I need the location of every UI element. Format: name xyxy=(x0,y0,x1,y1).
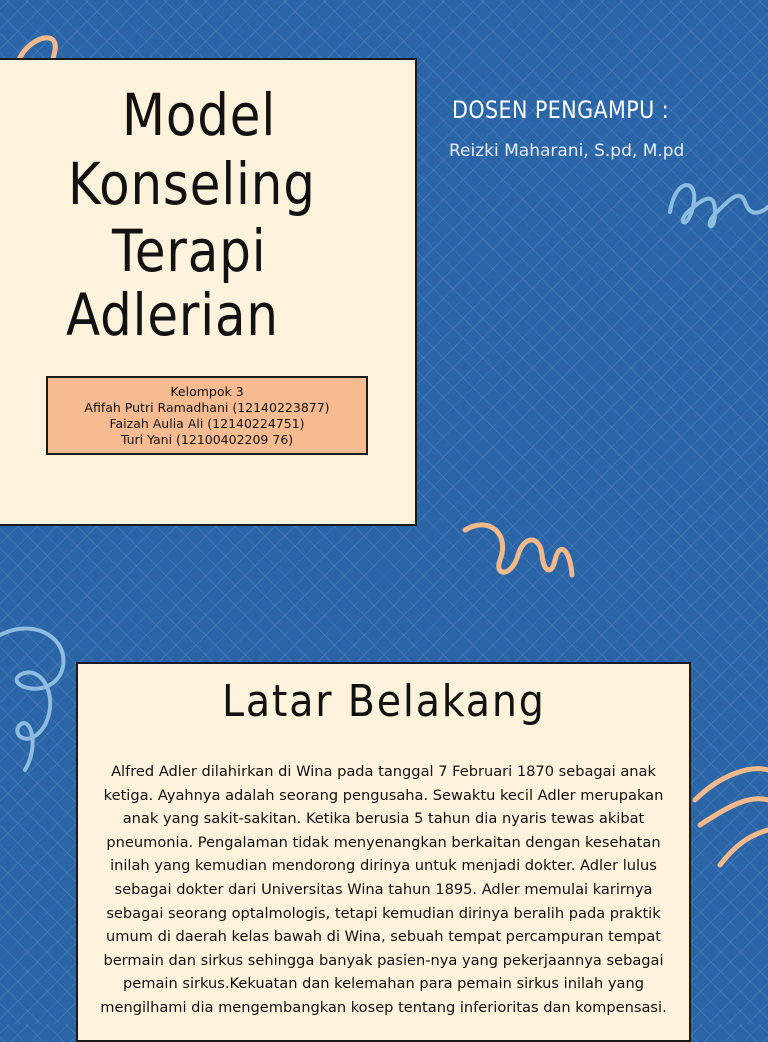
body-line: pneumonia. Pengalaman tidak menyenangkan berkaitan dengan kesehatan xyxy=(106,833,661,851)
member-name: Faizah Aulia Ali (12140224751) xyxy=(109,416,305,431)
lecturer-name: Reizki Maharani, S.pd, M.pd xyxy=(449,141,685,161)
orange-squiggle-bottom-right xyxy=(690,755,768,885)
member-name: Afifah Putri Ramadhani (12140223877) xyxy=(84,400,330,415)
body-line: anak yang sakit-sakitan. Ketika berusia 5 tahun dia nyaris tewas akibat xyxy=(122,810,645,828)
orange-squiggle-middle xyxy=(460,515,580,580)
blue-squiggle-top-right xyxy=(665,172,768,242)
group-members-box xyxy=(46,376,368,455)
body-line: inilah yang kemudian mendorong dirinya untuk menjadi dokter. Adler lulus xyxy=(110,857,657,875)
body-line: pemain sirkus.Kekuatan dan kelemahan para pemain sirkus inilah yang xyxy=(123,975,644,993)
title-card xyxy=(0,58,417,526)
body-line: mengilhami dia mengembangkan kosep tentang inferioritas dan kompensasi. xyxy=(100,998,667,1016)
title-line-3: Terapi xyxy=(112,217,267,285)
group-label: Kelompok 3 xyxy=(170,384,244,399)
body-line: sebagai dokter dari Universitas Wina tahun 1895. Adler memulai karirnya xyxy=(114,880,653,898)
title-line-2: Konseling xyxy=(68,150,316,218)
background-heading xyxy=(78,676,689,727)
body-line: umum di daerah kelas bawah di Wina, sebuah tempat percampuran tempat xyxy=(106,928,661,946)
background-body xyxy=(92,760,675,1020)
body-line: bermain dan sirkus sehingga banyak pasien-nya yang pekerjaannya sebagai xyxy=(103,951,664,969)
title-line-4: Adlerian xyxy=(66,281,279,349)
blue-squiggle-left xyxy=(0,615,75,775)
member-name: Turi Yani (12100402209 76) xyxy=(120,432,294,447)
body-line: Alfred Adler dilahirkan di Wina pada tanggal 7 Februari 1870 sebagai anak xyxy=(111,763,656,780)
background-heading-text: Latar Belakang xyxy=(221,676,546,727)
lecturer-heading: DOSEN PENGAMPU : xyxy=(452,96,670,124)
body-line: ketiga. Ayahnya adalah seorang pengusaha. Sewaktu kecil Adler merupakan xyxy=(103,786,664,804)
body-line: sebagai seorang optalmologis, tetapi kemudian dirinya beralih pada praktik xyxy=(106,904,661,922)
title-line-1: Model xyxy=(122,81,277,149)
background-card xyxy=(76,662,691,1042)
